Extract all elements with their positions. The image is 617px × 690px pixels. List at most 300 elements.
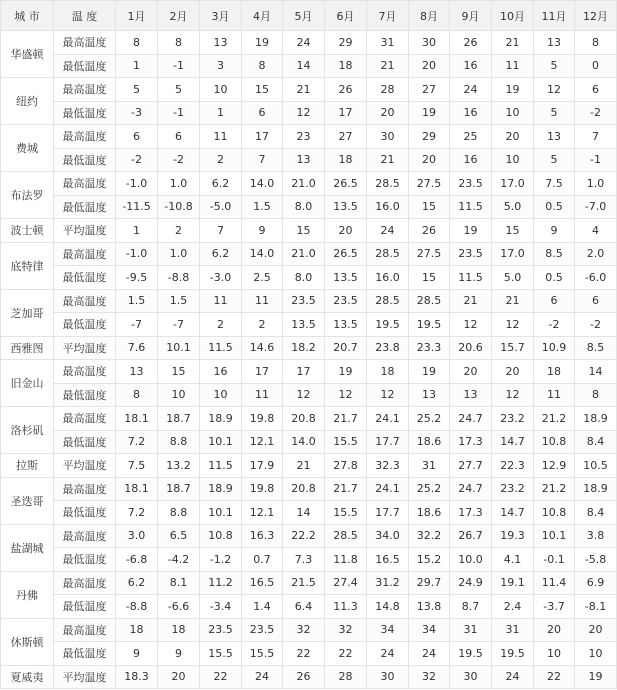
table-row bbox=[1, 219, 617, 243]
month-value: 6 bbox=[116, 125, 158, 149]
month-value: 32.2 bbox=[409, 524, 450, 548]
month-value: 1.0 bbox=[158, 242, 200, 266]
month-value: 0.5 bbox=[534, 266, 575, 290]
month-value: 16.0 bbox=[367, 266, 409, 290]
month-value: 7.3 bbox=[283, 548, 325, 572]
month-value: 18 bbox=[158, 618, 200, 642]
month-value: 8.0 bbox=[283, 195, 325, 219]
temperature-type: 最高温度 bbox=[54, 125, 116, 149]
city-name: 芝加哥 bbox=[1, 289, 54, 336]
month-value: 6 bbox=[158, 125, 200, 149]
month-value: 19 bbox=[450, 219, 492, 243]
month-value: 15 bbox=[409, 266, 450, 290]
column-header: 11月 bbox=[534, 1, 575, 31]
month-value: 19.8 bbox=[242, 407, 283, 431]
month-value: 6.4 bbox=[283, 595, 325, 619]
month-value: 11.2 bbox=[200, 571, 242, 595]
city-name: 洛杉矶 bbox=[1, 407, 54, 454]
month-value: 23.3 bbox=[409, 336, 450, 360]
month-value: -6.8 bbox=[116, 548, 158, 572]
month-value: 8.4 bbox=[575, 501, 617, 525]
month-value: 10.8 bbox=[534, 430, 575, 454]
table-row bbox=[1, 548, 617, 572]
column-header: 1月 bbox=[116, 1, 158, 31]
table-row bbox=[1, 54, 617, 78]
month-value: 21 bbox=[450, 289, 492, 313]
month-value: 11.8 bbox=[325, 548, 367, 572]
month-value: 20 bbox=[534, 618, 575, 642]
month-value: 28 bbox=[367, 78, 409, 102]
month-value: 27.4 bbox=[325, 571, 367, 595]
month-value: 12.9 bbox=[534, 454, 575, 478]
month-value: 7.2 bbox=[116, 501, 158, 525]
temperature-type: 最高温度 bbox=[54, 407, 116, 431]
month-value: 28.5 bbox=[325, 524, 367, 548]
month-value: 15 bbox=[492, 219, 534, 243]
month-value: 19.5 bbox=[450, 642, 492, 666]
month-value: 28.5 bbox=[367, 242, 409, 266]
month-value: 17 bbox=[283, 360, 325, 384]
table-row bbox=[1, 571, 617, 595]
month-value: 7.5 bbox=[534, 172, 575, 196]
table-row bbox=[1, 125, 617, 149]
month-value: 7 bbox=[242, 148, 283, 172]
month-value: 12 bbox=[492, 313, 534, 337]
month-value: 11 bbox=[534, 383, 575, 407]
month-value: 22.2 bbox=[283, 524, 325, 548]
month-value: 8.0 bbox=[283, 266, 325, 290]
month-value: 32.3 bbox=[367, 454, 409, 478]
month-value: 17.0 bbox=[492, 242, 534, 266]
month-value: 1.5 bbox=[242, 195, 283, 219]
month-value: 18.9 bbox=[200, 477, 242, 501]
month-value: 13.5 bbox=[325, 313, 367, 337]
month-value: 19.1 bbox=[492, 571, 534, 595]
month-value: 8 bbox=[242, 54, 283, 78]
month-value: 10 bbox=[158, 383, 200, 407]
month-value: 20 bbox=[575, 618, 617, 642]
month-value: 6.2 bbox=[200, 242, 242, 266]
month-value: 18.7 bbox=[158, 477, 200, 501]
month-value: 21 bbox=[492, 289, 534, 313]
temperature-type: 最高温度 bbox=[54, 31, 116, 55]
month-value: 20.7 bbox=[325, 336, 367, 360]
month-value: -9.5 bbox=[116, 266, 158, 290]
temperature-type: 最高温度 bbox=[54, 618, 116, 642]
month-value: 11 bbox=[200, 125, 242, 149]
column-header: 10月 bbox=[492, 1, 534, 31]
month-value: 25.2 bbox=[409, 407, 450, 431]
column-header: 8月 bbox=[409, 1, 450, 31]
month-value: 0.5 bbox=[534, 195, 575, 219]
table-row bbox=[1, 642, 617, 666]
month-value: 27.5 bbox=[409, 242, 450, 266]
month-value: 13 bbox=[534, 125, 575, 149]
month-value: 18 bbox=[534, 360, 575, 384]
month-value: 14 bbox=[283, 54, 325, 78]
header-row bbox=[1, 1, 617, 31]
month-value: 7.2 bbox=[116, 430, 158, 454]
month-value: 6 bbox=[575, 78, 617, 102]
month-value: 8.1 bbox=[158, 571, 200, 595]
month-value: 19.5 bbox=[409, 313, 450, 337]
month-value: 13.5 bbox=[325, 195, 367, 219]
month-value: 30 bbox=[367, 125, 409, 149]
month-value: 14.7 bbox=[492, 430, 534, 454]
month-value: 1 bbox=[116, 219, 158, 243]
month-value: 8.4 bbox=[575, 430, 617, 454]
month-value: 27.8 bbox=[325, 454, 367, 478]
month-value: 16.0 bbox=[367, 195, 409, 219]
month-value: -7 bbox=[116, 313, 158, 337]
month-value: 22 bbox=[534, 665, 575, 689]
month-value: 21.0 bbox=[283, 242, 325, 266]
month-value: 22 bbox=[325, 642, 367, 666]
month-value: 12 bbox=[367, 383, 409, 407]
month-value: 20 bbox=[158, 665, 200, 689]
month-value: 19.3 bbox=[492, 524, 534, 548]
month-value: 20.8 bbox=[283, 477, 325, 501]
month-value: 26.5 bbox=[325, 242, 367, 266]
month-value: 15.2 bbox=[409, 548, 450, 572]
month-value: 34 bbox=[367, 618, 409, 642]
month-value: 15.5 bbox=[200, 642, 242, 666]
month-value: 34 bbox=[409, 618, 450, 642]
month-value: 7 bbox=[200, 219, 242, 243]
month-value: 16 bbox=[450, 54, 492, 78]
month-value: 16 bbox=[200, 360, 242, 384]
month-value: 16.5 bbox=[242, 571, 283, 595]
column-header: 3月 bbox=[200, 1, 242, 31]
temperature-type: 最高温度 bbox=[54, 172, 116, 196]
month-value: 19 bbox=[325, 360, 367, 384]
month-value: 8 bbox=[116, 383, 158, 407]
month-value: 16 bbox=[450, 148, 492, 172]
month-value: 16 bbox=[450, 101, 492, 125]
month-value: 22 bbox=[200, 665, 242, 689]
month-value: 10 bbox=[575, 642, 617, 666]
table-body bbox=[1, 31, 617, 689]
month-value: 13 bbox=[200, 31, 242, 55]
month-value: -7 bbox=[158, 313, 200, 337]
month-value: 28.5 bbox=[367, 289, 409, 313]
month-value: 20 bbox=[409, 148, 450, 172]
month-value: 31 bbox=[367, 31, 409, 55]
month-value: 29 bbox=[409, 125, 450, 149]
month-value: 18.1 bbox=[116, 477, 158, 501]
month-value: 14.0 bbox=[283, 430, 325, 454]
month-value: 10 bbox=[200, 78, 242, 102]
month-value: 2 bbox=[158, 219, 200, 243]
month-value: 15 bbox=[158, 360, 200, 384]
month-value: 15 bbox=[283, 219, 325, 243]
month-value: 19.5 bbox=[492, 642, 534, 666]
month-value: 15.5 bbox=[242, 642, 283, 666]
month-value: 26 bbox=[409, 219, 450, 243]
city-name: 布法罗 bbox=[1, 172, 54, 219]
month-value: 20 bbox=[450, 360, 492, 384]
temperature-type: 最高温度 bbox=[54, 524, 116, 548]
month-value: 4 bbox=[575, 219, 617, 243]
month-value: 9 bbox=[158, 642, 200, 666]
table-row bbox=[1, 524, 617, 548]
month-value: -11.5 bbox=[116, 195, 158, 219]
month-value: 1 bbox=[116, 54, 158, 78]
city-name: 丹佛 bbox=[1, 571, 54, 618]
month-value: 17 bbox=[242, 125, 283, 149]
month-value: 28.5 bbox=[367, 172, 409, 196]
month-value: 10 bbox=[534, 642, 575, 666]
month-value: 11.5 bbox=[450, 195, 492, 219]
month-value: 21.0 bbox=[283, 172, 325, 196]
month-value: 11.5 bbox=[200, 336, 242, 360]
month-value: 10.5 bbox=[575, 454, 617, 478]
month-value: 14 bbox=[575, 360, 617, 384]
month-value: 24 bbox=[450, 78, 492, 102]
month-value: 15 bbox=[242, 78, 283, 102]
table-row bbox=[1, 313, 617, 337]
month-value: 10.1 bbox=[534, 524, 575, 548]
city-name: 费城 bbox=[1, 125, 54, 172]
month-value: 24.7 bbox=[450, 477, 492, 501]
table-row bbox=[1, 454, 617, 478]
month-value: 23.5 bbox=[200, 618, 242, 642]
month-value: -2 bbox=[534, 313, 575, 337]
month-value: 10.9 bbox=[534, 336, 575, 360]
city-name: 圣迭哥 bbox=[1, 477, 54, 524]
month-value: 24.9 bbox=[450, 571, 492, 595]
month-value: 1.0 bbox=[575, 172, 617, 196]
temperature-type: 最高温度 bbox=[54, 242, 116, 266]
month-value: 18 bbox=[116, 618, 158, 642]
month-value: 6.2 bbox=[116, 571, 158, 595]
month-value: 15.5 bbox=[325, 430, 367, 454]
table-row bbox=[1, 595, 617, 619]
month-value: 20 bbox=[409, 54, 450, 78]
month-value: 20 bbox=[492, 360, 534, 384]
month-value: 18.3 bbox=[116, 665, 158, 689]
temperature-type: 最低温度 bbox=[54, 642, 116, 666]
month-value: 3.8 bbox=[575, 524, 617, 548]
temperature-type: 最低温度 bbox=[54, 195, 116, 219]
month-value: 18.7 bbox=[158, 407, 200, 431]
month-value: 29 bbox=[325, 31, 367, 55]
month-value: 5 bbox=[116, 78, 158, 102]
month-value: -1 bbox=[575, 148, 617, 172]
month-value: 12 bbox=[534, 78, 575, 102]
month-value: 27.7 bbox=[450, 454, 492, 478]
month-value: 16.3 bbox=[242, 524, 283, 548]
month-value: 28.5 bbox=[409, 289, 450, 313]
temperature-type: 最高温度 bbox=[54, 477, 116, 501]
month-value: 1 bbox=[200, 101, 242, 125]
table-row bbox=[1, 336, 617, 360]
month-value: 23.5 bbox=[325, 289, 367, 313]
month-value: 20 bbox=[325, 219, 367, 243]
month-value: 5.0 bbox=[492, 195, 534, 219]
month-value: -1.0 bbox=[116, 172, 158, 196]
temperature-type: 最低温度 bbox=[54, 54, 116, 78]
month-value: 24.7 bbox=[450, 407, 492, 431]
month-value: 23.2 bbox=[492, 477, 534, 501]
month-value: 0.7 bbox=[242, 548, 283, 572]
table-row bbox=[1, 665, 617, 689]
temperature-type: 最高温度 bbox=[54, 360, 116, 384]
month-value: 19 bbox=[492, 78, 534, 102]
month-value: 24 bbox=[283, 31, 325, 55]
temperature-type: 平均温度 bbox=[54, 665, 116, 689]
temperature-type: 最低温度 bbox=[54, 430, 116, 454]
temperature-type: 最低温度 bbox=[54, 501, 116, 525]
month-value: 18 bbox=[325, 148, 367, 172]
month-value: 1.0 bbox=[158, 172, 200, 196]
table-row bbox=[1, 172, 617, 196]
month-value: 10.8 bbox=[200, 524, 242, 548]
month-value: 20 bbox=[492, 125, 534, 149]
month-value: -2 bbox=[575, 313, 617, 337]
city-name: 底特律 bbox=[1, 242, 54, 289]
month-value: 1.4 bbox=[242, 595, 283, 619]
month-value: 23.2 bbox=[492, 407, 534, 431]
month-value: 8 bbox=[158, 31, 200, 55]
month-value: 24 bbox=[409, 642, 450, 666]
month-value: 32 bbox=[283, 618, 325, 642]
month-value: 0 bbox=[575, 54, 617, 78]
month-value: 13.5 bbox=[325, 266, 367, 290]
month-value: 18.9 bbox=[200, 407, 242, 431]
month-value: 14 bbox=[283, 501, 325, 525]
column-header: 城 市 bbox=[1, 1, 54, 31]
month-value: 11 bbox=[200, 289, 242, 313]
month-value: 19.8 bbox=[242, 477, 283, 501]
month-value: 23.5 bbox=[450, 172, 492, 196]
month-value: 11.5 bbox=[450, 266, 492, 290]
month-value: 8 bbox=[575, 383, 617, 407]
month-value: 25 bbox=[450, 125, 492, 149]
month-value: 24.1 bbox=[367, 477, 409, 501]
month-value: -3 bbox=[116, 101, 158, 125]
month-value: 28 bbox=[325, 665, 367, 689]
month-value: -1.0 bbox=[116, 242, 158, 266]
month-value: 18.9 bbox=[575, 407, 617, 431]
month-value: 14.7 bbox=[492, 501, 534, 525]
month-value: 2.4 bbox=[492, 595, 534, 619]
month-value: 8 bbox=[575, 31, 617, 55]
month-value: 13.5 bbox=[283, 313, 325, 337]
month-value: 21 bbox=[283, 454, 325, 478]
month-value: 11 bbox=[492, 54, 534, 78]
month-value: -8.8 bbox=[116, 595, 158, 619]
city-name: 华盛顿 bbox=[1, 31, 54, 78]
month-value: 26.7 bbox=[450, 524, 492, 548]
month-value: 24 bbox=[367, 642, 409, 666]
month-value: 30 bbox=[450, 665, 492, 689]
month-value: 18.6 bbox=[409, 430, 450, 454]
table-row bbox=[1, 101, 617, 125]
table-row bbox=[1, 430, 617, 454]
month-value: 18 bbox=[325, 54, 367, 78]
month-value: 17.7 bbox=[367, 501, 409, 525]
month-value: 12 bbox=[283, 383, 325, 407]
month-value: 19 bbox=[409, 360, 450, 384]
month-value: 23.8 bbox=[367, 336, 409, 360]
month-value: 30 bbox=[367, 665, 409, 689]
month-value: 5 bbox=[534, 101, 575, 125]
month-value: 17 bbox=[325, 101, 367, 125]
month-value: 13.8 bbox=[409, 595, 450, 619]
month-value: 31 bbox=[492, 618, 534, 642]
month-value: 21.7 bbox=[325, 407, 367, 431]
month-value: 10 bbox=[492, 148, 534, 172]
month-value: 3 bbox=[200, 54, 242, 78]
city-name: 夏威夷 bbox=[1, 665, 54, 689]
month-value: 9 bbox=[534, 219, 575, 243]
month-value: -1 bbox=[158, 101, 200, 125]
table-row bbox=[1, 360, 617, 384]
month-value: -6.0 bbox=[575, 266, 617, 290]
month-value: 22 bbox=[283, 642, 325, 666]
month-value: 10 bbox=[200, 383, 242, 407]
month-value: 5 bbox=[534, 148, 575, 172]
column-header: 9月 bbox=[450, 1, 492, 31]
month-value: 2 bbox=[200, 313, 242, 337]
temperature-type: 平均温度 bbox=[54, 454, 116, 478]
table-row bbox=[1, 407, 617, 431]
month-value: 21 bbox=[492, 31, 534, 55]
month-value: -5.0 bbox=[200, 195, 242, 219]
month-value: 15.5 bbox=[325, 501, 367, 525]
month-value: -6.6 bbox=[158, 595, 200, 619]
month-value: 20 bbox=[367, 101, 409, 125]
city-name: 休斯顿 bbox=[1, 618, 54, 665]
temperature-type: 最高温度 bbox=[54, 571, 116, 595]
month-value: 32 bbox=[325, 618, 367, 642]
month-value: 2 bbox=[242, 313, 283, 337]
month-value: 6 bbox=[534, 289, 575, 313]
month-value: 27.5 bbox=[409, 172, 450, 196]
month-value: 6.5 bbox=[158, 524, 200, 548]
month-value: -4.2 bbox=[158, 548, 200, 572]
temperature-type: 最低温度 bbox=[54, 148, 116, 172]
month-value: 24 bbox=[367, 219, 409, 243]
month-value: 32 bbox=[409, 665, 450, 689]
month-value: -0.1 bbox=[534, 548, 575, 572]
month-value: 26 bbox=[283, 665, 325, 689]
month-value: 14.0 bbox=[242, 172, 283, 196]
month-value: -2 bbox=[575, 101, 617, 125]
temperature-type: 最低温度 bbox=[54, 383, 116, 407]
temperature-type: 最低温度 bbox=[54, 101, 116, 125]
month-value: 17.3 bbox=[450, 501, 492, 525]
month-value: 13 bbox=[409, 383, 450, 407]
month-value: 8.8 bbox=[158, 430, 200, 454]
month-value: 10 bbox=[492, 101, 534, 125]
temperature-type: 最低温度 bbox=[54, 595, 116, 619]
temperature-type: 最低温度 bbox=[54, 266, 116, 290]
column-header: 4月 bbox=[242, 1, 283, 31]
month-value: 23.5 bbox=[450, 242, 492, 266]
month-value: 27 bbox=[409, 78, 450, 102]
table-row bbox=[1, 242, 617, 266]
month-value: 12.1 bbox=[242, 430, 283, 454]
month-value: 17.0 bbox=[492, 172, 534, 196]
month-value: 6 bbox=[575, 289, 617, 313]
month-value: 31 bbox=[450, 618, 492, 642]
month-value: -3.0 bbox=[200, 266, 242, 290]
month-value: 14.8 bbox=[367, 595, 409, 619]
city-name: 拉斯 bbox=[1, 454, 54, 478]
month-value: 13.2 bbox=[158, 454, 200, 478]
